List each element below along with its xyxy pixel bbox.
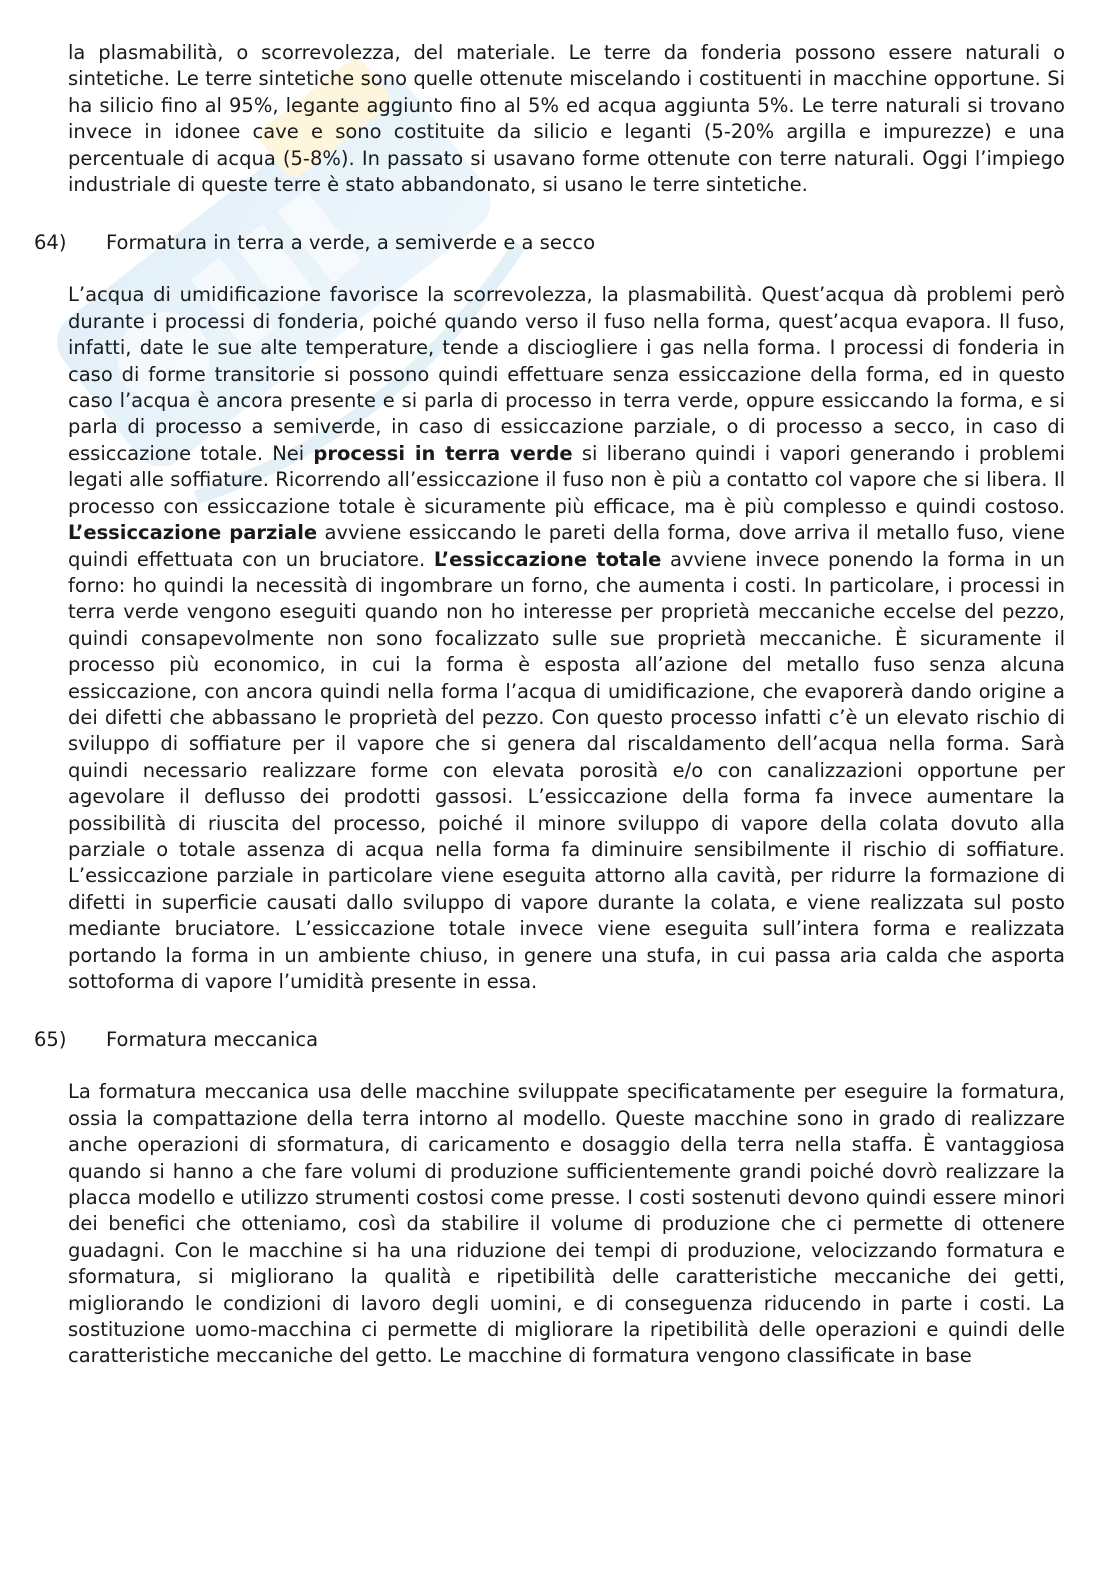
section-65-title: Formatura meccanica <box>106 1028 319 1052</box>
section-65-number: 65) <box>34 1028 67 1052</box>
section-64-paragraph <box>68 282 1065 995</box>
section-64-text-part2: si liberano quindi i vapori generando i problemi legati alle soffiature. Ricorrendo all’essiccazione il fuso non è più a contatto col vapore che si libera. Il processo con essiccazione totale è sicuramente più efficace, ma è più complesso e quindi costoso. <box>68 441 1066 518</box>
section-64-text-part3: avviene essiccando le pareti della forma, dove arriva il metallo fuso, viene quindi effettuata con un bruciatore. <box>68 521 1065 571</box>
section-64-heading <box>34 230 1065 256</box>
section-64-text-part4: avviene invece ponendo la forma in un forno: ho quindi la necessità di ingombrare un forno, che aumenta i costi. In particolare, i processi in terra verde vengono eseguiti quando non ho interesse per proprietà meccaniche eccelse del pezzo, quindi consapevolmente non sono focalizzato sulle sue proprietà meccaniche. È sicuramente il processo più economico, in cui la forma è esposta all’azione del metallo fuso senza alcuna essiccazione, con ancora quindi nella forma l’acqua di umidificazione, che evaporerà dando origine a dei difetti che abbassano le proprietà del pezzo. Con questo processo infatti c’è un elevato rischio di sviluppo di soffiature per il vapore che si genera dal riscaldamento dell’acqua nella forma. Sarà quindi necessario realizzare forme con elevata porosità e/o con canalizzazioni opportune per agevolare il deflusso dei prodotti gassosi. L’essiccazione della forma fa invece aumentare la possibilità di riuscita del processo, poiché il minore sviluppo di vapore della colata dovuto alla parziale o totale assenza di acqua nella forma fa diminuire sensibilmente il rischio di soffiature. L’essiccazione parziale in particolare viene eseguita attorno alla cavità, per ridurre la formazione di difetti in superficie causati dallo sviluppo di vapore durante la colata, e viene realizzata sul posto mediante bruciatore. L’essiccazione totale invece viene eseguita sull’intera forma e realizzata portando la forma in un ambiente chiuso, in genere una stufa, in cui passa aria calda che asporta sottoforma di vapore l’umidità presente in essa. <box>68 547 1065 993</box>
section-64-text-part1: L’acqua di umidificazione favorisce la scorrevolezza, la plasmabilità. Quest’acqua dà problemi però durante i processi di fonderia, poiché quando verso il fuso nella forma, quest’acqua evapora. Il fuso, infatti, date le sue alte temperature, tende a disciogliere i gas nella forma. I processi di fonderia in caso di forme transitorie si possono quindi effettuare senza essiccazione della forma, ed in questo caso l’acqua è ancora presente e si parla di processo in terra verde, oppure essiccando la forma, e si parla di processo a semiverde, in caso di essiccazione parziale, o di processo a secco, in caso di essiccazione totale. Nei <box>68 283 1065 465</box>
section-64-bold-terra-verde: processi in terra verde <box>313 441 573 465</box>
section-64-bold-essiccazione-totale: L’essiccazione totale <box>433 547 662 571</box>
section-64-bold-essiccazione-parziale: L’essiccazione parziale <box>68 521 318 545</box>
document-body <box>34 40 1066 1370</box>
intro-paragraph: la plasmabilità, o scorrevolezza, del materiale. Le terre da fonderia possono essere naturali o sintetiche. Le terre sintetiche sono quelle ottenute miscelando i costituenti in macchine opportune. Si ha silicio fino al 95%, legante aggiunto fino al 5% ed acqua aggiunta 5%. Le terre naturali si trovano invece in idonee cave e sono costituite da silicio e leganti (5-20% argilla e impurezze) e una percentuale di acqua (5-8%). In passato si usavano forme ottenute con terre naturali. Oggi l’impiego industriale di queste terre è stato abbandonato, si usano le terre sintetiche. <box>68 41 1065 197</box>
section-65-heading <box>34 1027 1065 1053</box>
section-64-number: 64) <box>34 231 67 255</box>
section-64-title: Formatura in terra a verde, a semiverde e a secco <box>106 231 596 255</box>
section-65-paragraph: La formatura meccanica usa delle macchine sviluppate specificatamente per eseguire la formatura, ossia la compattazione della terra intorno al modello. Queste macchine sono in grado di realizzare anche operazioni di sformatura, di caricamento e dosaggio della terra nella staffa. È vantaggiosa quando si hanno a che fare volumi di produzione sufficientemente grandi poiché dovrò realizzare la placca modello e utilizzo strumenti costosi come presse. I costi sostenuti devono quindi essere minori dei benefici che otteniamo, così da stabilire il volume di produzione che ci permette di ottenere guadagni. Con le macchine si ha una riduzione dei tempi di produzione, velocizzando formatura e sformatura, si migliorano la qualità e ripetibilità delle caratteristiche meccaniche dei getti, migliorando le condizioni di lavoro degli uomini, e di conseguenza riducendo in parte i costi. La sostituzione uomo-macchina ci permette di migliorare la ripetibilità delle operazioni e quindi delle caratteristiche meccaniche del getto. Le macchine di formatura vengono classificate in base <box>68 1080 1065 1368</box>
